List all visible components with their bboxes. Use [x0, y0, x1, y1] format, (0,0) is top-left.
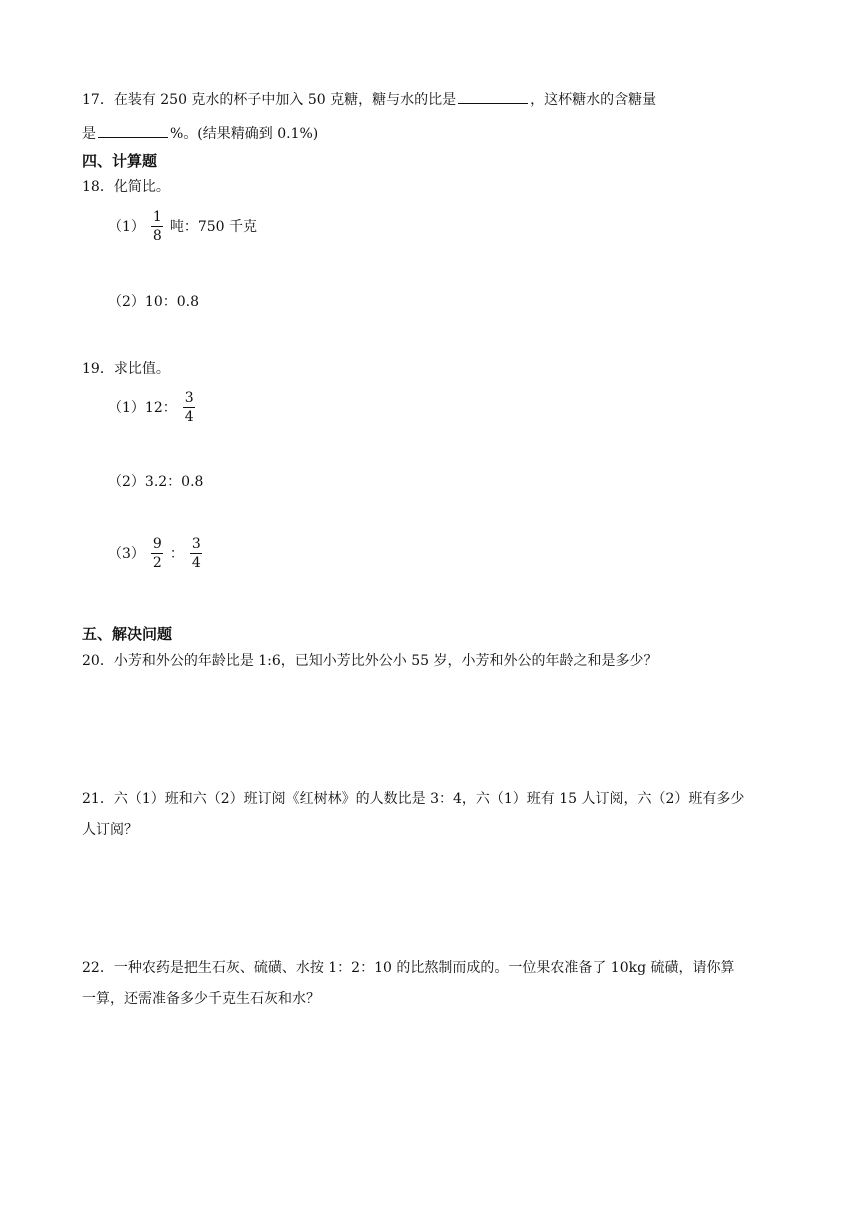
q19-stem: 19．求比值。 — [82, 361, 170, 377]
q18-part1-fraction — [151, 208, 164, 245]
q20-text: 20．小芳和外公的年龄比是 1:6，已知小芳比外公小 55 岁，小芳和外公的年龄之和是多少？ — [82, 653, 658, 669]
q22-line1: 22．一种农药是把生石灰、硫磺、水按 1：2：10 的比熬制而成的。一位果农准备了 10kg 硫磺，请你算 — [82, 960, 735, 976]
fraction-denominator: 2 — [152, 555, 162, 571]
q21-line2: 人订阅？ — [82, 822, 138, 838]
q21-line1: 21．六（1）班和六（2）班订阅《红树林》的人数比是 3：4，六（1）班有 15 人订阅，六（2）班有多少 — [82, 791, 745, 807]
q18-part2: （2）10：0.8 — [108, 294, 199, 310]
q19-part2: （2）3.2：0.8 — [108, 474, 204, 490]
q17-text-c: 是 — [82, 126, 96, 142]
q19-part3-fraction-1 — [151, 535, 164, 572]
fraction-denominator: 8 — [152, 228, 162, 244]
fraction-numerator: 3 — [184, 390, 194, 406]
q17-line2 — [82, 123, 318, 144]
q17-text-d: %。(结果精确到 0.1%) — [170, 126, 319, 142]
q17-text-a: 17．在装有 250 克水的杯子中加入 50 克糖，糖与水的比是 — [82, 92, 457, 108]
section-heading-calculation: 四、计算题 — [82, 152, 158, 170]
section-heading-problem-solving: 五、解决问题 — [82, 625, 173, 643]
q17-line1 — [82, 89, 656, 110]
q19-part1-fraction — [183, 389, 196, 426]
q19-part3-colon: ： — [169, 545, 184, 562]
q18-part1-rest: 吨：750 千克 — [169, 218, 258, 235]
q18-stem: 18．化简比。 — [82, 179, 170, 195]
q19-part1-label: （1）12： — [108, 399, 177, 416]
q19-part3-label: （3） — [108, 545, 145, 562]
q17-percent-blank[interactable] — [98, 123, 168, 138]
q19-part3-fraction-2 — [190, 535, 203, 572]
fraction-numerator: 1 — [152, 209, 162, 225]
q18-part1 — [108, 208, 257, 245]
q19-part1 — [108, 389, 202, 426]
fraction-denominator: 4 — [191, 555, 201, 571]
fraction-numerator: 9 — [152, 536, 162, 552]
fraction-denominator: 4 — [184, 409, 194, 425]
q19-part3 — [108, 535, 209, 572]
q17-ratio-blank[interactable] — [458, 89, 528, 104]
fraction-numerator: 3 — [191, 536, 201, 552]
q22-line2: 一算，还需准备多少千克生石灰和水？ — [82, 991, 320, 1007]
q17-text-b: ，这杯糖水的含糖量 — [530, 92, 657, 108]
q18-part1-label: （1） — [108, 218, 145, 235]
